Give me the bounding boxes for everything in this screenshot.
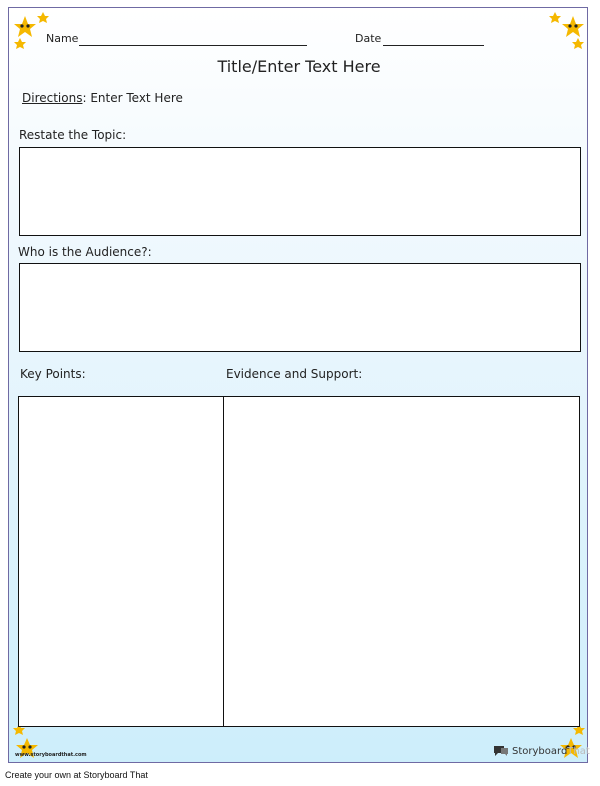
brand-name: StoryboardThat (512, 745, 590, 757)
directions-label: Directions (22, 91, 83, 105)
worksheet-page (8, 7, 588, 763)
footer-caption[interactable]: Create your own at Storyboard That (5, 770, 148, 780)
evidence-box[interactable] (223, 396, 580, 727)
speech-bubble-icon (493, 745, 509, 757)
directions-line[interactable] (22, 91, 183, 105)
directions-text: : Enter Text Here (82, 91, 183, 105)
date-label: Date (355, 32, 382, 45)
storyboard-logo (493, 744, 590, 758)
star-cluster-top-left-icon (11, 10, 51, 52)
name-label: Name (46, 32, 79, 45)
audience-label: Who is the Audience?: (18, 245, 152, 259)
star-cluster-top-right-icon (547, 10, 587, 52)
name-field[interactable] (79, 45, 307, 46)
date-field[interactable] (383, 45, 484, 46)
page-title[interactable]: Title/Enter Text Here (217, 57, 381, 76)
audience-box[interactable] (19, 263, 581, 352)
evidence-label: Evidence and Support: (226, 367, 363, 381)
restate-topic-box[interactable] (19, 147, 581, 236)
key-points-box[interactable] (18, 396, 225, 727)
restate-topic-label: Restate the Topic: (19, 128, 127, 142)
key-points-label: Key Points: (20, 367, 86, 381)
footer-url: www.storyboardthat.com (15, 752, 87, 758)
